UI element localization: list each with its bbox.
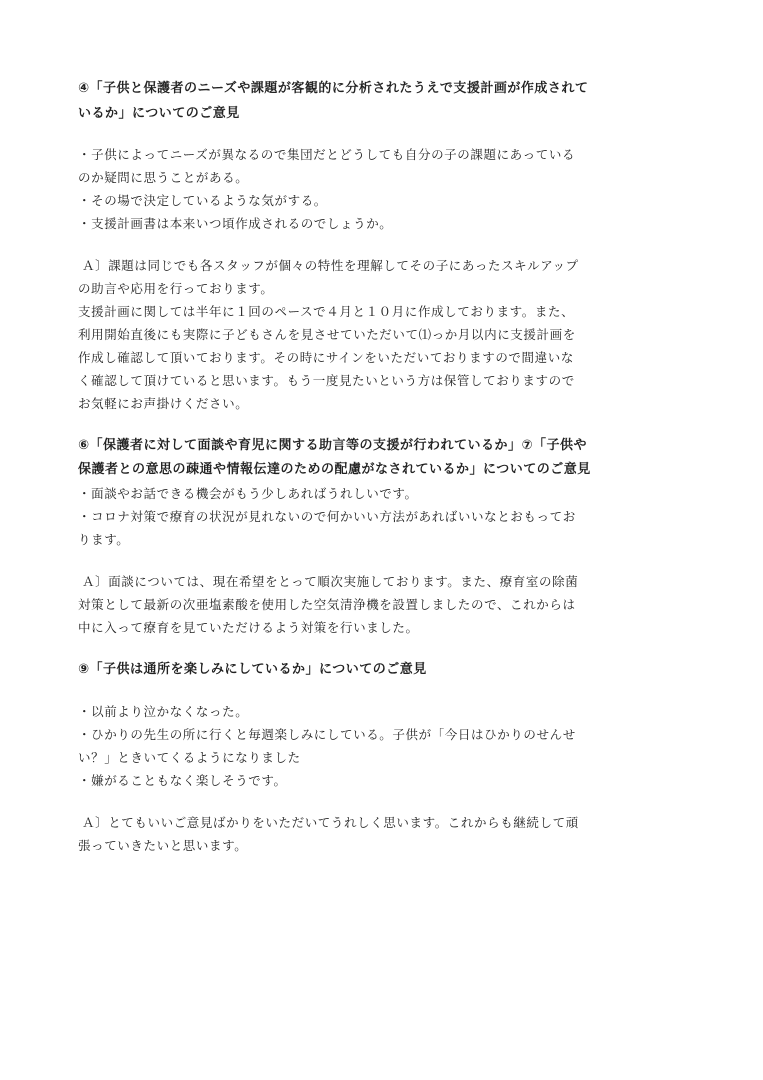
section-4-opinion-line: ・その場で決定しているような気がする。 [78,193,327,208]
section-6-7-opinion-line: ・コロナ対策で療育の状況が見れないので何かいい方法があればいいなとおもってお [78,509,576,524]
section-9-opinion-line: ・以前より泣かなくなった。 [78,704,249,719]
section-4-opinion-line: ・支援計画書は本来いつ頃作成されるのでしょうか。 [78,216,393,231]
section-6-7-answer-line: 対策として最新の次亜塩素酸を使用した空気清浄機を設置しましたので、これからは [78,597,576,612]
section-4-heading-line-2: いるか」についてのご意見 [78,106,240,121]
section-6-7-heading-line-2: 保護者との意思の疎通や情報伝達のための配慮がなされているか」についてのご意見 [78,462,591,477]
section-4-answer-line: お気軽にお声掛けください。 [78,396,249,411]
section-4-answer-line: 利用開始直後にも実際に子どもさんを見させていただいて⑴っか月以内に支援計画を [78,327,576,342]
section-4-answer-line: 支援計画に関しては半年に１回のペースで４月と１０月に作成しております。また、 [78,304,575,319]
section-9-opinion-line: い？」ときいてくるようになりました [78,750,301,765]
section-6-7-heading-line-1: ⑥「保護者に対して面談や育児に関する助言等の支援が行われているか」⑦「子供や [78,438,588,453]
section-4-opinion-line: ・子供によってニーズが異なるので集団だとどうしても自分の子の課題にあっている [78,147,576,162]
section-4-heading-line-1: ④「子供と保護者のニーズや課題が客観的に分析されたうえで支援計画が作成されて [78,81,589,96]
section-4-answer-line: 作成し確認して頂いております。その時にサインをいただいておりますので間違いな [78,350,574,365]
section-6-7-opinion-line: ります。 [78,532,130,547]
section-4-answer-line: Ａ〕課題は同じでも各スタッフが個々の特性を理解してその子にあったスキルアップ [82,258,579,273]
section-4-answer-line: く確認して頂けていると思います。もう一度見たいという方は保管しておりますので [78,373,575,388]
section-9-answer-line: 張っていきたいと思います。 [78,838,248,853]
section-6-7-answer-line: Ａ〕面談については、現在希望をとって順次実施しております。また、療育室の除菌 [82,574,579,589]
section-9-opinion-line: ・嫌がることもなく楽しそうです。 [78,773,287,788]
section-6-7-opinion-line: ・面談やお話できる機会がもう少しあればうれしいです。 [78,486,418,501]
section-9-opinion-line: ・ひかりの先生の所に行くと毎週楽しみにしている。子供が「今日はひかりのせんせ [78,727,576,742]
section-4-opinion-line: のか疑問に思うことがある。 [78,170,249,185]
section-4-answer-line: の助言や応用を行っております。 [78,281,274,296]
section-9-answer-line: Ａ〕とてもいいご意見ばかりをいただいてうれしく思います。これからも継続して頑 [82,815,579,830]
section-6-7-answer-line: 中に入って療育を見ていただけるよう対策を行いました。 [78,620,419,635]
section-9-heading: ⑨「子供は通所を楽しみにしているか」についてのご意見 [78,662,427,677]
